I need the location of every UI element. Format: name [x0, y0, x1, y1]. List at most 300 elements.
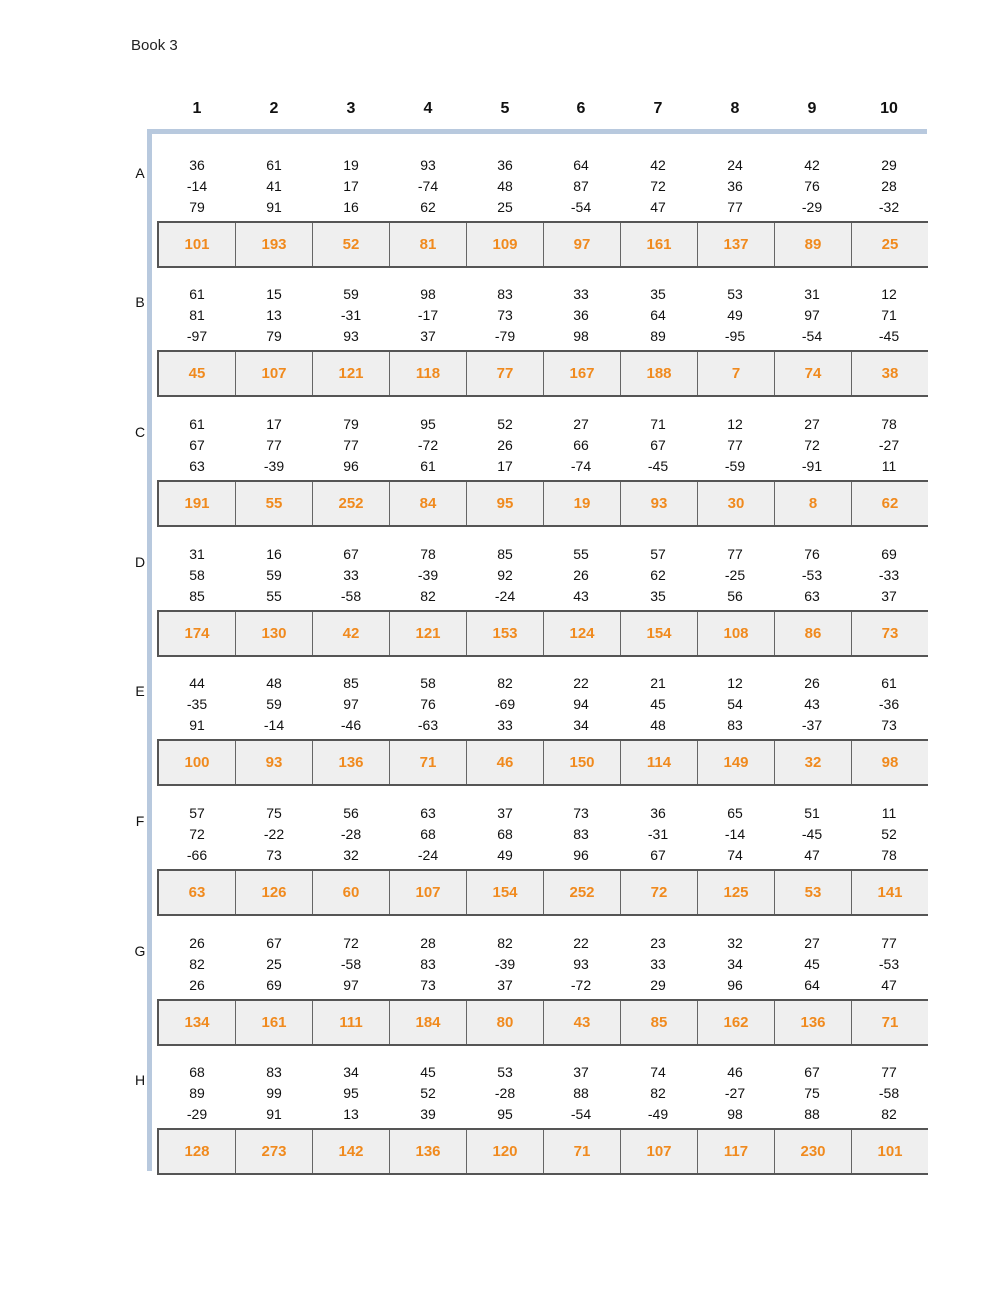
number-cell: 33: [497, 717, 513, 733]
number-line-3: [0, 586, 1000, 607]
number-line-2: [0, 176, 1000, 197]
row-label: H: [134, 1072, 146, 1088]
answer-cell[interactable]: 42: [313, 612, 390, 655]
number-cell: -14: [724, 826, 746, 842]
number-cell: 63: [420, 805, 436, 821]
number-cell: 83: [573, 826, 589, 842]
row-label: C: [134, 424, 146, 440]
number-cell: 67: [804, 1064, 820, 1080]
number-cell: 33: [650, 956, 666, 972]
number-cell: -54: [801, 328, 823, 344]
number-cell: 47: [881, 977, 897, 993]
answer-cell[interactable]: 167: [544, 352, 621, 395]
number-line-2: [0, 435, 1000, 456]
number-cell: 87: [573, 178, 589, 194]
number-line-2: [0, 305, 1000, 326]
answer-cell[interactable]: 136: [313, 741, 390, 784]
number-cell: -79: [494, 328, 516, 344]
answer-cell[interactable]: 55: [236, 482, 313, 525]
answer-cell[interactable]: 101: [852, 1130, 928, 1173]
number-cell: -95: [724, 328, 746, 344]
answer-row: [157, 869, 928, 916]
column-header-3: 3: [346, 100, 356, 117]
number-cell: 71: [881, 307, 897, 323]
answer-cell[interactable]: 117: [698, 1130, 775, 1173]
row-block-f: [0, 793, 1000, 923]
answer-cell[interactable]: 93: [621, 482, 698, 525]
answer-cell[interactable]: 137: [698, 223, 775, 266]
number-line-3: [0, 975, 1000, 996]
number-cell: 85: [497, 546, 513, 562]
number-cell: 37: [497, 805, 513, 821]
answer-cell[interactable]: 120: [467, 1130, 544, 1173]
answer-cell[interactable]: 162: [698, 1001, 775, 1044]
number-cell: 93: [420, 157, 436, 173]
number-cell: 57: [650, 546, 666, 562]
number-cell: -36: [878, 696, 900, 712]
number-cell: 65: [727, 805, 743, 821]
answer-row: [157, 610, 928, 657]
number-cell: 78: [881, 847, 897, 863]
number-cell: 83: [420, 956, 436, 972]
number-line-3: [0, 197, 1000, 218]
number-cell: 83: [727, 717, 743, 733]
number-cell: 16: [266, 546, 282, 562]
number-cell: 97: [804, 307, 820, 323]
number-cell: -31: [647, 826, 669, 842]
answer-cell[interactable]: 111: [313, 1001, 390, 1044]
column-header-4: 4: [423, 100, 433, 117]
number-cell: 42: [650, 157, 666, 173]
number-cell: 26: [573, 567, 589, 583]
number-cell: 97: [343, 696, 359, 712]
answer-cell[interactable]: 134: [159, 1001, 236, 1044]
number-cell: 36: [189, 157, 205, 173]
number-cell: 77: [881, 935, 897, 951]
answer-cell[interactable]: 81: [390, 223, 467, 266]
number-cell: 26: [804, 675, 820, 691]
answer-cell[interactable]: 154: [621, 612, 698, 655]
number-cell: -45: [878, 328, 900, 344]
number-cell: 48: [266, 675, 282, 691]
number-cell: -58: [340, 956, 362, 972]
answer-cell[interactable]: 252: [544, 871, 621, 914]
number-line-2: [0, 824, 1000, 845]
number-cell: 98: [420, 286, 436, 302]
number-cell: 28: [420, 935, 436, 951]
number-cell: 77: [343, 437, 359, 453]
number-cell: -29: [186, 1106, 208, 1122]
number-cell: 72: [650, 178, 666, 194]
answer-cell[interactable]: 72: [621, 871, 698, 914]
number-cell: 94: [573, 696, 589, 712]
answer-cell[interactable]: 114: [621, 741, 698, 784]
number-cell: 52: [420, 1085, 436, 1101]
number-cell: 27: [573, 416, 589, 432]
answer-cell[interactable]: 150: [544, 741, 621, 784]
number-cell: 83: [497, 286, 513, 302]
answer-cell[interactable]: 32: [775, 741, 852, 784]
number-cell: -33: [878, 567, 900, 583]
number-cell: -74: [417, 178, 439, 194]
answer-cell[interactable]: 161: [236, 1001, 313, 1044]
number-line-2: [0, 1083, 1000, 1104]
answer-cell[interactable]: 7: [698, 352, 775, 395]
number-cell: 54: [727, 696, 743, 712]
number-cell: 11: [881, 458, 897, 474]
answer-cell[interactable]: 118: [390, 352, 467, 395]
number-cell: 78: [881, 416, 897, 432]
number-cell: 66: [573, 437, 589, 453]
number-cell: 27: [804, 416, 820, 432]
answer-cell[interactable]: 80: [467, 1001, 544, 1044]
answer-cell[interactable]: 108: [698, 612, 775, 655]
answer-cell[interactable]: 193: [236, 223, 313, 266]
number-cell: 68: [420, 826, 436, 842]
page-title: Book 3: [131, 37, 178, 54]
answer-cell[interactable]: 101: [159, 223, 236, 266]
answer-cell[interactable]: 107: [621, 1130, 698, 1173]
number-line-3: [0, 715, 1000, 736]
number-cell: 56: [343, 805, 359, 821]
number-cell: -29: [801, 199, 823, 215]
row-block-e: [0, 663, 1000, 793]
number-cell: 37: [497, 977, 513, 993]
number-cell: 53: [497, 1064, 513, 1080]
number-cell: 62: [650, 567, 666, 583]
answer-row: [157, 999, 928, 1046]
answer-cell[interactable]: 136: [775, 1001, 852, 1044]
number-cell: -14: [186, 178, 208, 194]
number-line-1: [0, 1062, 1000, 1083]
number-cell: 98: [573, 328, 589, 344]
number-cell: 89: [189, 1085, 205, 1101]
answer-cell[interactable]: 97: [544, 223, 621, 266]
number-cell: 34: [573, 717, 589, 733]
number-cell: 51: [804, 805, 820, 821]
row-block-c: [0, 404, 1000, 534]
number-cell: 35: [650, 286, 666, 302]
answer-row: [157, 1128, 928, 1175]
number-cell: 82: [497, 675, 513, 691]
top-rule-divider: [147, 129, 927, 134]
number-cell: 69: [266, 977, 282, 993]
answer-cell[interactable]: 126: [236, 871, 313, 914]
number-cell: 49: [727, 307, 743, 323]
number-cell: 55: [573, 546, 589, 562]
number-cell: 67: [650, 437, 666, 453]
number-cell: 61: [189, 286, 205, 302]
number-cell: 42: [804, 157, 820, 173]
number-cell: 88: [573, 1085, 589, 1101]
number-cell: 61: [881, 675, 897, 691]
number-cell: 82: [420, 588, 436, 604]
number-cell: -45: [801, 826, 823, 842]
number-cell: 73: [420, 977, 436, 993]
answer-cell[interactable]: 128: [159, 1130, 236, 1173]
number-cell: 25: [497, 199, 513, 215]
answer-cell[interactable]: 45: [159, 352, 236, 395]
answer-cell[interactable]: 136: [390, 1130, 467, 1173]
number-line-2: [0, 565, 1000, 586]
number-cell: 61: [189, 416, 205, 432]
answer-cell[interactable]: 191: [159, 482, 236, 525]
answer-row: [157, 739, 928, 786]
number-cell: 52: [497, 416, 513, 432]
number-cell: 31: [189, 546, 205, 562]
number-cell: 36: [727, 178, 743, 194]
number-cell: 32: [727, 935, 743, 951]
answer-cell[interactable]: 52: [313, 223, 390, 266]
column-headers: [0, 100, 1000, 122]
answer-cell[interactable]: 153: [467, 612, 544, 655]
number-line-2: [0, 954, 1000, 975]
number-cell: 89: [650, 328, 666, 344]
number-line-1: [0, 803, 1000, 824]
number-cell: 96: [573, 847, 589, 863]
answer-cell[interactable]: 77: [467, 352, 544, 395]
number-cell: 91: [189, 717, 205, 733]
answer-row: [157, 350, 928, 397]
number-cell: 48: [650, 717, 666, 733]
number-cell: 45: [650, 696, 666, 712]
number-cell: 37: [420, 328, 436, 344]
number-cell: 34: [343, 1064, 359, 1080]
number-cell: -14: [263, 717, 285, 733]
number-cell: -72: [417, 437, 439, 453]
number-cell: 33: [573, 286, 589, 302]
number-cell: 15: [266, 286, 282, 302]
number-cell: 21: [650, 675, 666, 691]
number-cell: -58: [340, 588, 362, 604]
answer-cell[interactable]: 121: [390, 612, 467, 655]
answer-cell[interactable]: 98: [852, 741, 928, 784]
answer-cell[interactable]: 252: [313, 482, 390, 525]
number-line-2: [0, 694, 1000, 715]
column-header-5: 5: [500, 100, 510, 117]
number-cell: 85: [189, 588, 205, 604]
number-cell: -22: [263, 826, 285, 842]
number-cell: 93: [343, 328, 359, 344]
answer-cell[interactable]: 121: [313, 352, 390, 395]
number-cell: 71: [650, 416, 666, 432]
number-cell: -45: [647, 458, 669, 474]
answer-cell[interactable]: 71: [852, 1001, 928, 1044]
column-header-7: 7: [653, 100, 663, 117]
number-cell: 12: [727, 416, 743, 432]
answer-cell[interactable]: 53: [775, 871, 852, 914]
row-label: G: [134, 943, 146, 959]
number-cell: 61: [420, 458, 436, 474]
answer-cell[interactable]: 161: [621, 223, 698, 266]
number-cell: 46: [727, 1064, 743, 1080]
number-cell: 69: [881, 546, 897, 562]
answer-cell[interactable]: 124: [544, 612, 621, 655]
answer-cell[interactable]: 38: [852, 352, 928, 395]
number-cell: 96: [727, 977, 743, 993]
answer-cell[interactable]: 109: [467, 223, 544, 266]
number-cell: 34: [727, 956, 743, 972]
number-cell: -72: [570, 977, 592, 993]
number-cell: -54: [570, 1106, 592, 1122]
number-cell: 95: [420, 416, 436, 432]
number-cell: -39: [494, 956, 516, 972]
row-block-a: [0, 145, 1000, 275]
number-cell: 93: [573, 956, 589, 972]
answer-cell[interactable]: 93: [236, 741, 313, 784]
answer-cell[interactable]: 174: [159, 612, 236, 655]
number-cell: 99: [266, 1085, 282, 1101]
answer-cell[interactable]: 25: [852, 223, 928, 266]
answer-cell[interactable]: 130: [236, 612, 313, 655]
number-cell: 76: [420, 696, 436, 712]
answer-cell[interactable]: 46: [467, 741, 544, 784]
answer-cell[interactable]: 273: [236, 1130, 313, 1173]
number-cell: 72: [189, 826, 205, 842]
number-cell: 73: [881, 717, 897, 733]
answer-cell[interactable]: 100: [159, 741, 236, 784]
number-cell: -28: [494, 1085, 516, 1101]
answer-cell[interactable]: 60: [313, 871, 390, 914]
number-cell: 16: [343, 199, 359, 215]
answer-cell[interactable]: 84: [390, 482, 467, 525]
number-cell: -28: [340, 826, 362, 842]
answer-cell[interactable]: 154: [467, 871, 544, 914]
number-cell: 58: [420, 675, 436, 691]
answer-cell[interactable]: 8: [775, 482, 852, 525]
column-header-8: 8: [730, 100, 740, 117]
number-cell: 13: [343, 1106, 359, 1122]
number-cell: 53: [727, 286, 743, 302]
answer-cell[interactable]: 188: [621, 352, 698, 395]
answer-cell[interactable]: 43: [544, 1001, 621, 1044]
answer-cell[interactable]: 71: [544, 1130, 621, 1173]
answer-cell[interactable]: 141: [852, 871, 928, 914]
answer-cell[interactable]: 74: [775, 352, 852, 395]
row-label: A: [135, 165, 145, 181]
number-cell: 33: [343, 567, 359, 583]
answer-cell[interactable]: 85: [621, 1001, 698, 1044]
number-cell: -17: [417, 307, 439, 323]
number-cell: -39: [417, 567, 439, 583]
number-cell: -32: [878, 199, 900, 215]
number-cell: 63: [804, 588, 820, 604]
number-cell: 25: [266, 956, 282, 972]
number-cell: 62: [420, 199, 436, 215]
row-block-h: [0, 1052, 1000, 1182]
number-line-3: [0, 1104, 1000, 1125]
number-cell: 77: [727, 199, 743, 215]
number-cell: 77: [881, 1064, 897, 1080]
number-cell: 43: [573, 588, 589, 604]
number-cell: 31: [804, 286, 820, 302]
number-cell: 61: [266, 157, 282, 173]
number-cell: 96: [343, 458, 359, 474]
answer-cell[interactable]: 19: [544, 482, 621, 525]
number-line-1: [0, 933, 1000, 954]
answer-cell[interactable]: 95: [467, 482, 544, 525]
answer-cell[interactable]: 89: [775, 223, 852, 266]
number-cell: 59: [266, 696, 282, 712]
number-cell: 48: [497, 178, 513, 194]
number-cell: 22: [573, 935, 589, 951]
number-cell: 68: [189, 1064, 205, 1080]
number-cell: 17: [497, 458, 513, 474]
answer-cell[interactable]: 71: [390, 741, 467, 784]
number-cell: 36: [573, 307, 589, 323]
answer-cell[interactable]: 184: [390, 1001, 467, 1044]
number-line-3: [0, 326, 1000, 347]
number-cell: -49: [647, 1106, 669, 1122]
number-cell: -91: [801, 458, 823, 474]
number-cell: 78: [420, 546, 436, 562]
number-cell: 73: [266, 847, 282, 863]
number-cell: 77: [727, 546, 743, 562]
answer-cell[interactable]: 86: [775, 612, 852, 655]
number-cell: 59: [266, 567, 282, 583]
number-cell: 35: [650, 588, 666, 604]
number-cell: 79: [266, 328, 282, 344]
number-cell: 74: [650, 1064, 666, 1080]
number-cell: 43: [804, 696, 820, 712]
number-cell: -31: [340, 307, 362, 323]
number-cell: 72: [343, 935, 359, 951]
number-cell: 44: [189, 675, 205, 691]
number-cell: 29: [881, 157, 897, 173]
number-cell: 55: [266, 588, 282, 604]
number-cell: 64: [804, 977, 820, 993]
answer-cell[interactable]: 142: [313, 1130, 390, 1173]
number-cell: 77: [727, 437, 743, 453]
number-cell: 45: [804, 956, 820, 972]
number-cell: 79: [189, 199, 205, 215]
number-cell: 17: [343, 178, 359, 194]
number-cell: 83: [266, 1064, 282, 1080]
column-header-6: 6: [576, 100, 586, 117]
answer-cell[interactable]: 107: [236, 352, 313, 395]
answer-cell[interactable]: 73: [852, 612, 928, 655]
answer-cell[interactable]: 107: [390, 871, 467, 914]
number-cell: 97: [343, 977, 359, 993]
row-label: F: [135, 813, 145, 829]
number-cell: 58: [189, 567, 205, 583]
number-cell: 29: [650, 977, 666, 993]
answer-cell[interactable]: 63: [159, 871, 236, 914]
number-cell: 73: [573, 805, 589, 821]
number-cell: 75: [804, 1085, 820, 1101]
number-cell: 98: [727, 1106, 743, 1122]
number-cell: 24: [727, 157, 743, 173]
number-cell: 63: [189, 458, 205, 474]
number-cell: 67: [189, 437, 205, 453]
number-cell: 19: [343, 157, 359, 173]
answer-cell[interactable]: 149: [698, 741, 775, 784]
number-cell: 56: [727, 588, 743, 604]
number-cell: 47: [804, 847, 820, 863]
number-cell: 22: [573, 675, 589, 691]
answer-cell[interactable]: 125: [698, 871, 775, 914]
number-line-1: [0, 673, 1000, 694]
number-cell: -24: [494, 588, 516, 604]
number-cell: 92: [497, 567, 513, 583]
number-cell: 26: [189, 977, 205, 993]
number-cell: 52: [881, 826, 897, 842]
number-cell: 64: [573, 157, 589, 173]
answer-cell[interactable]: 230: [775, 1130, 852, 1173]
column-header-1: 1: [192, 100, 202, 117]
answer-cell[interactable]: 30: [698, 482, 775, 525]
answer-cell[interactable]: 62: [852, 482, 928, 525]
